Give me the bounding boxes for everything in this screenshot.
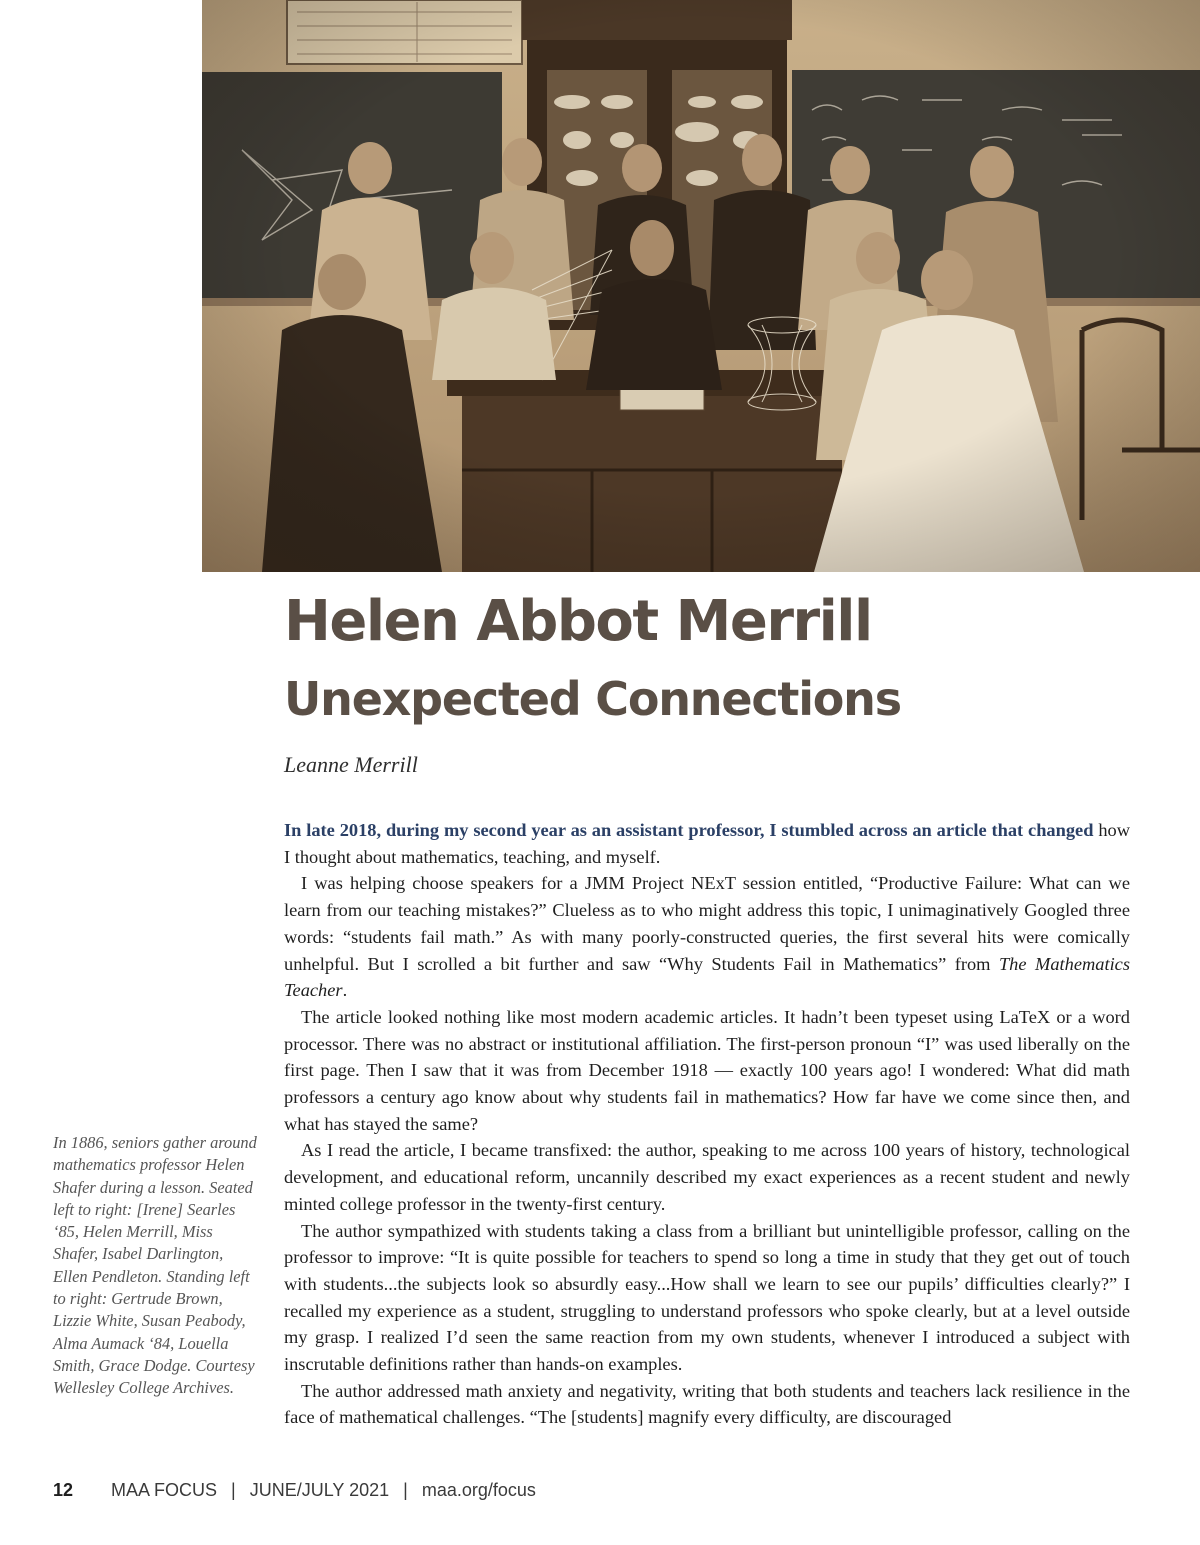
footer-separator: | [403, 1480, 408, 1500]
photo-caption: In 1886, seniors gather around mathematics professor Helen Shafer during a lesson. Seated left to right: [Irene] Searles ‘85, Helen Merrill, Miss Shafer, Isabel Darlington, Ellen Pendleton. Standing left to right: Gertrude Brown, Lizzie White, Susan Peabody, Alma Aumack ‘84, Louella Smith, Grace Dodge. Courtesy Wellesley College Archives. [53, 1133, 257, 1398]
publication-name: MAA FOCUS [111, 1480, 218, 1500]
article-body [284, 817, 1130, 1431]
paragraph-2-text: I was helping choose speakers for a JMM Project NExT session entitled, “Productive Failure: What can we learn from our teaching mistakes?” Clueless as to who might address this topic, I unimaginatively Googled three words: “students fail math.” As with many poorly-constructed queries, the first several hits were comically unhelpful. But I scrolled a bit further and saw “Why Students Fail in Mathematics” from [284, 873, 1130, 974]
lead-paragraph [284, 817, 1130, 870]
issue-date: JUNE/JULY 2021 [249, 1480, 390, 1500]
paragraph-2 [284, 870, 1130, 1004]
lead-bold-text: In late 2018, during my second year as an assistant professor, I stumbled across an article that changed [284, 820, 1094, 840]
paragraph-6: The author addressed math anxiety and negativity, writing that both students and teachers lack resilience in the face of mathematical challenges. “The [students] magnify every difficulty, are discouraged [284, 1380, 1130, 1428]
journal-title: The Mathematics Teacher [284, 953, 1130, 1001]
page-footer [53, 1480, 536, 1501]
paragraph-5: The author sympathized with students taking a class from a brilliant but unintelligible professor, calling on the professor to improve: “It is quite possible for teachers to spend so long a time in study that they get out of touch with students...the subjects look so absurdly easy...How shall we learn to see our pupils’ difficulties clearly?” I recalled my experience as a student, struggling to understand professors who spoke clearly, but at a level outside my grasp. I realized I’d seen the same reaction from my own students, whenever I introduced a subject with inscrutable definitions rather than hands-on examples. [284, 1220, 1130, 1375]
paragraph-2-end: . [342, 980, 348, 1001]
paragraph-3: The article looked nothing like most modern academic articles. It hadn’t been typeset using LaTeX or a word processor. There was no abstract or institutional affiliation. The first-person pronoun “I” was used liberally on the first page. Then I saw that it was from December 1918 — exactly 100 years ago! I wondered: What did math professors a century ago know about why students fail in mathematics? How far have we come since then, and what has stayed the same? [284, 1006, 1130, 1134]
article-subtitle: Unexpected Connections [284, 672, 901, 726]
paragraph-4: As I read the article, I became transfixed: the author, speaking to me across 100 years of history, technological development, and educational reform, uncannily described my exact experiences as a recent student and newly minted college professor in the twenty-first century. [284, 1140, 1130, 1214]
page-number: 12 [53, 1480, 74, 1500]
footer-separator: | [231, 1480, 236, 1500]
lead-rest-text: how I thought about mathematics, teaching, and myself. [284, 820, 1130, 867]
historical-classroom-photograph [202, 0, 1200, 572]
photo-illustration [202, 0, 1200, 572]
article-title: Helen Abbot Merrill [284, 589, 872, 654]
author-byline: Leanne Merrill [284, 752, 418, 777]
website-link[interactable]: maa.org/focus [421, 1480, 536, 1500]
